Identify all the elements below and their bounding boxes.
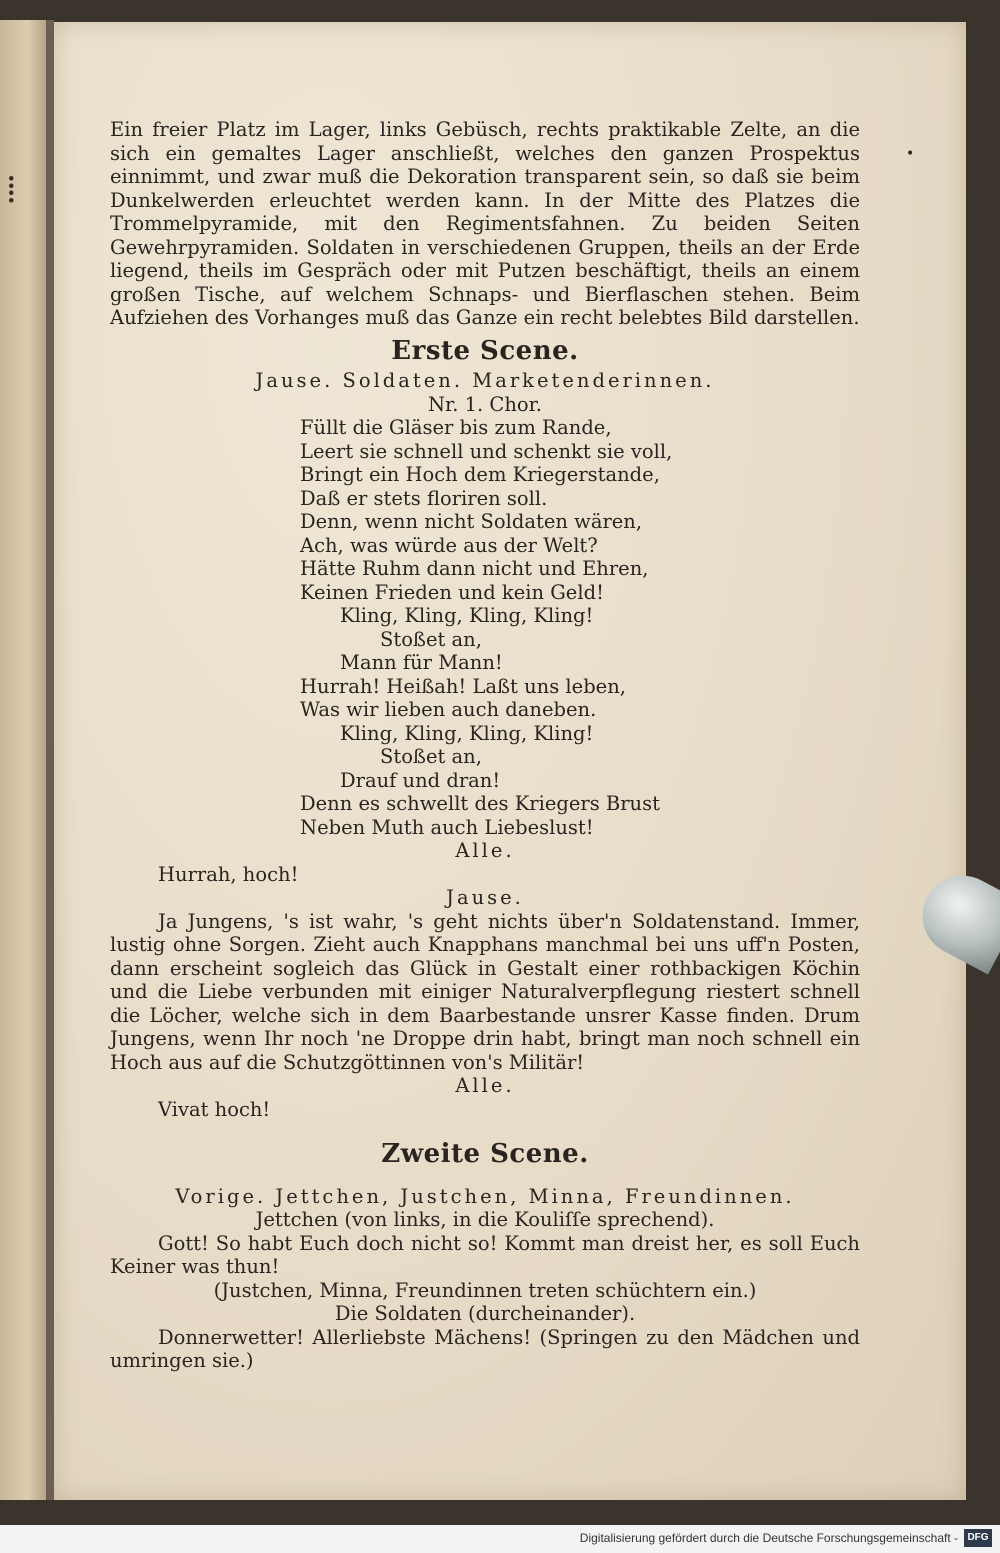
scene2-cast: Vorige. Jettchen, Justchen, Minna, Freundinnen. — [175, 1184, 795, 1208]
verse-line: Stoßet an, — [380, 627, 482, 651]
verse-line: Stoßet an, — [380, 745, 482, 768]
scene1-cast: Jause. Soldaten. Marketenderinnen. — [255, 369, 715, 392]
speaker-alle: Alle. — [455, 839, 515, 862]
speech-jettchen: Gott! So habt Euch doch nicht so! Kommt man dreist her, es soll Euch Keiner was thun! — [110, 1231, 860, 1278]
speech-soldaten: Donnerwetter! Allerliebste Mächens! (Springen zu den Mädchen und umringen sie.) — [110, 1325, 860, 1372]
verse-line: Keinen Frieden und kein Geld! — [300, 580, 604, 604]
dfg-logo: DFG — [964, 1529, 992, 1547]
page-text — [110, 118, 860, 1373]
verse-line: Denn es schwellt des Kriegers Brust — [300, 792, 660, 815]
speaker-jause: Jause. — [446, 886, 524, 909]
verse-line: Neben Muth auch Liebeslust! — [300, 815, 594, 839]
speaker-jettchen: Jettchen (von links, in die Kouliſſe sprechend). — [255, 1208, 715, 1231]
scene2-title: Zweite Scene. — [381, 1139, 589, 1169]
stage-direction: Ein freier Platz im Lager, links Gebüsch, rechts praktikable Zelte, an die sich ein gemaltes Lager anschließt, welches den ganzen Prospektus einnimmt, und zwar muß die Dekoration transparent sein, so daß sie beim Dunkelwerden erleuchtet werden kann. In der Mitte des Platzes die Trommelpyramide, mit den Regimentsfahnen. Zu beiden Seiten Gewehrpyramiden. Soldaten in verschiedenen Gruppen, theils an der Erde liegend, theils im Gespräch oder mit Putzen beschäftigt, theils an einem großen Tische, auf welchem Schnaps- und Bierflaschen stehen. Beim Aufziehen des Vorhanges muß das Ganze ein recht belebtes Bild darstellen. — [110, 118, 860, 329]
stage-direction-entry: (Justchen, Minna, Freundinnen treten schüchtern ein.) — [213, 1278, 757, 1302]
verse-line: Leert sie schnell und schenkt sie voll, — [300, 439, 673, 463]
line-vivat: Vivat hoch! — [158, 1097, 271, 1121]
verse-line: Füllt die Gläser bis zum Rande, — [300, 416, 612, 439]
verse-line: Bringt ein Hoch dem Kriegerstande, — [300, 463, 660, 486]
facing-page-edge — [0, 20, 46, 1500]
verse-line: Drauf und dran! — [340, 768, 501, 792]
footer-credit: Digitalisierung gefördert durch die Deutsche Forschungsgemeinschaft - — [579, 1531, 958, 1545]
speaker-soldaten: Die Soldaten (durcheinander). — [334, 1302, 636, 1325]
chorus-verses — [110, 416, 860, 839]
verse-line: Hurrah! Heißah! Laßt uns leben, — [300, 674, 626, 698]
book-gutter — [46, 20, 54, 1500]
speech-jause: Ja Jungens, 's ist wahr, 's geht nichts über'n Soldatenstand. Immer, lustig ohne Sorgen. Zieht auch Knapphans manchmal bei uns uff'n Posten, dann erscheint sogleich das Glück in Gestalt einer rothbackigen Köchin und die Liebe verbunden mit einiger Naturalverpflegung riestert schnell die Löcher, welche sich in dem Baarbestande unsrer Kasse finden. Drum Jungens, wenn Ihr noch 'ne Droppe drin habt, bringt man noch schnell ein Hoch aus auf die Schutzgöttinnen von's Militär! — [110, 909, 860, 1074]
verse-line: Daß er stets floriren soll. — [300, 486, 548, 510]
verse-line: Hätte Ruhm dann nicht und Ehren, — [300, 557, 649, 580]
facing-page-ink-marks: ⁞ — [6, 167, 17, 211]
speaker-alle: Alle. — [455, 1074, 515, 1097]
scene1-title: Erste Scene. — [391, 335, 579, 366]
verse-line: Kling, Kling, Kling, Kling! — [340, 721, 594, 745]
verse-line: Denn, wenn nicht Soldaten wären, — [300, 510, 643, 533]
verse-line: Mann für Mann! — [340, 651, 503, 674]
verse-line: Ach, was würde aus der Welt? — [300, 533, 598, 557]
page-speck: • — [906, 146, 915, 162]
scene1-number: Nr. 1. Chor. — [427, 392, 543, 416]
verse-line: Kling, Kling, Kling, Kling! — [340, 604, 594, 627]
digitization-footer — [0, 1525, 1000, 1553]
line-hurrah: Hurrah, hoch! — [158, 862, 299, 886]
verse-line: Was wir lieben auch daneben. — [300, 698, 597, 721]
